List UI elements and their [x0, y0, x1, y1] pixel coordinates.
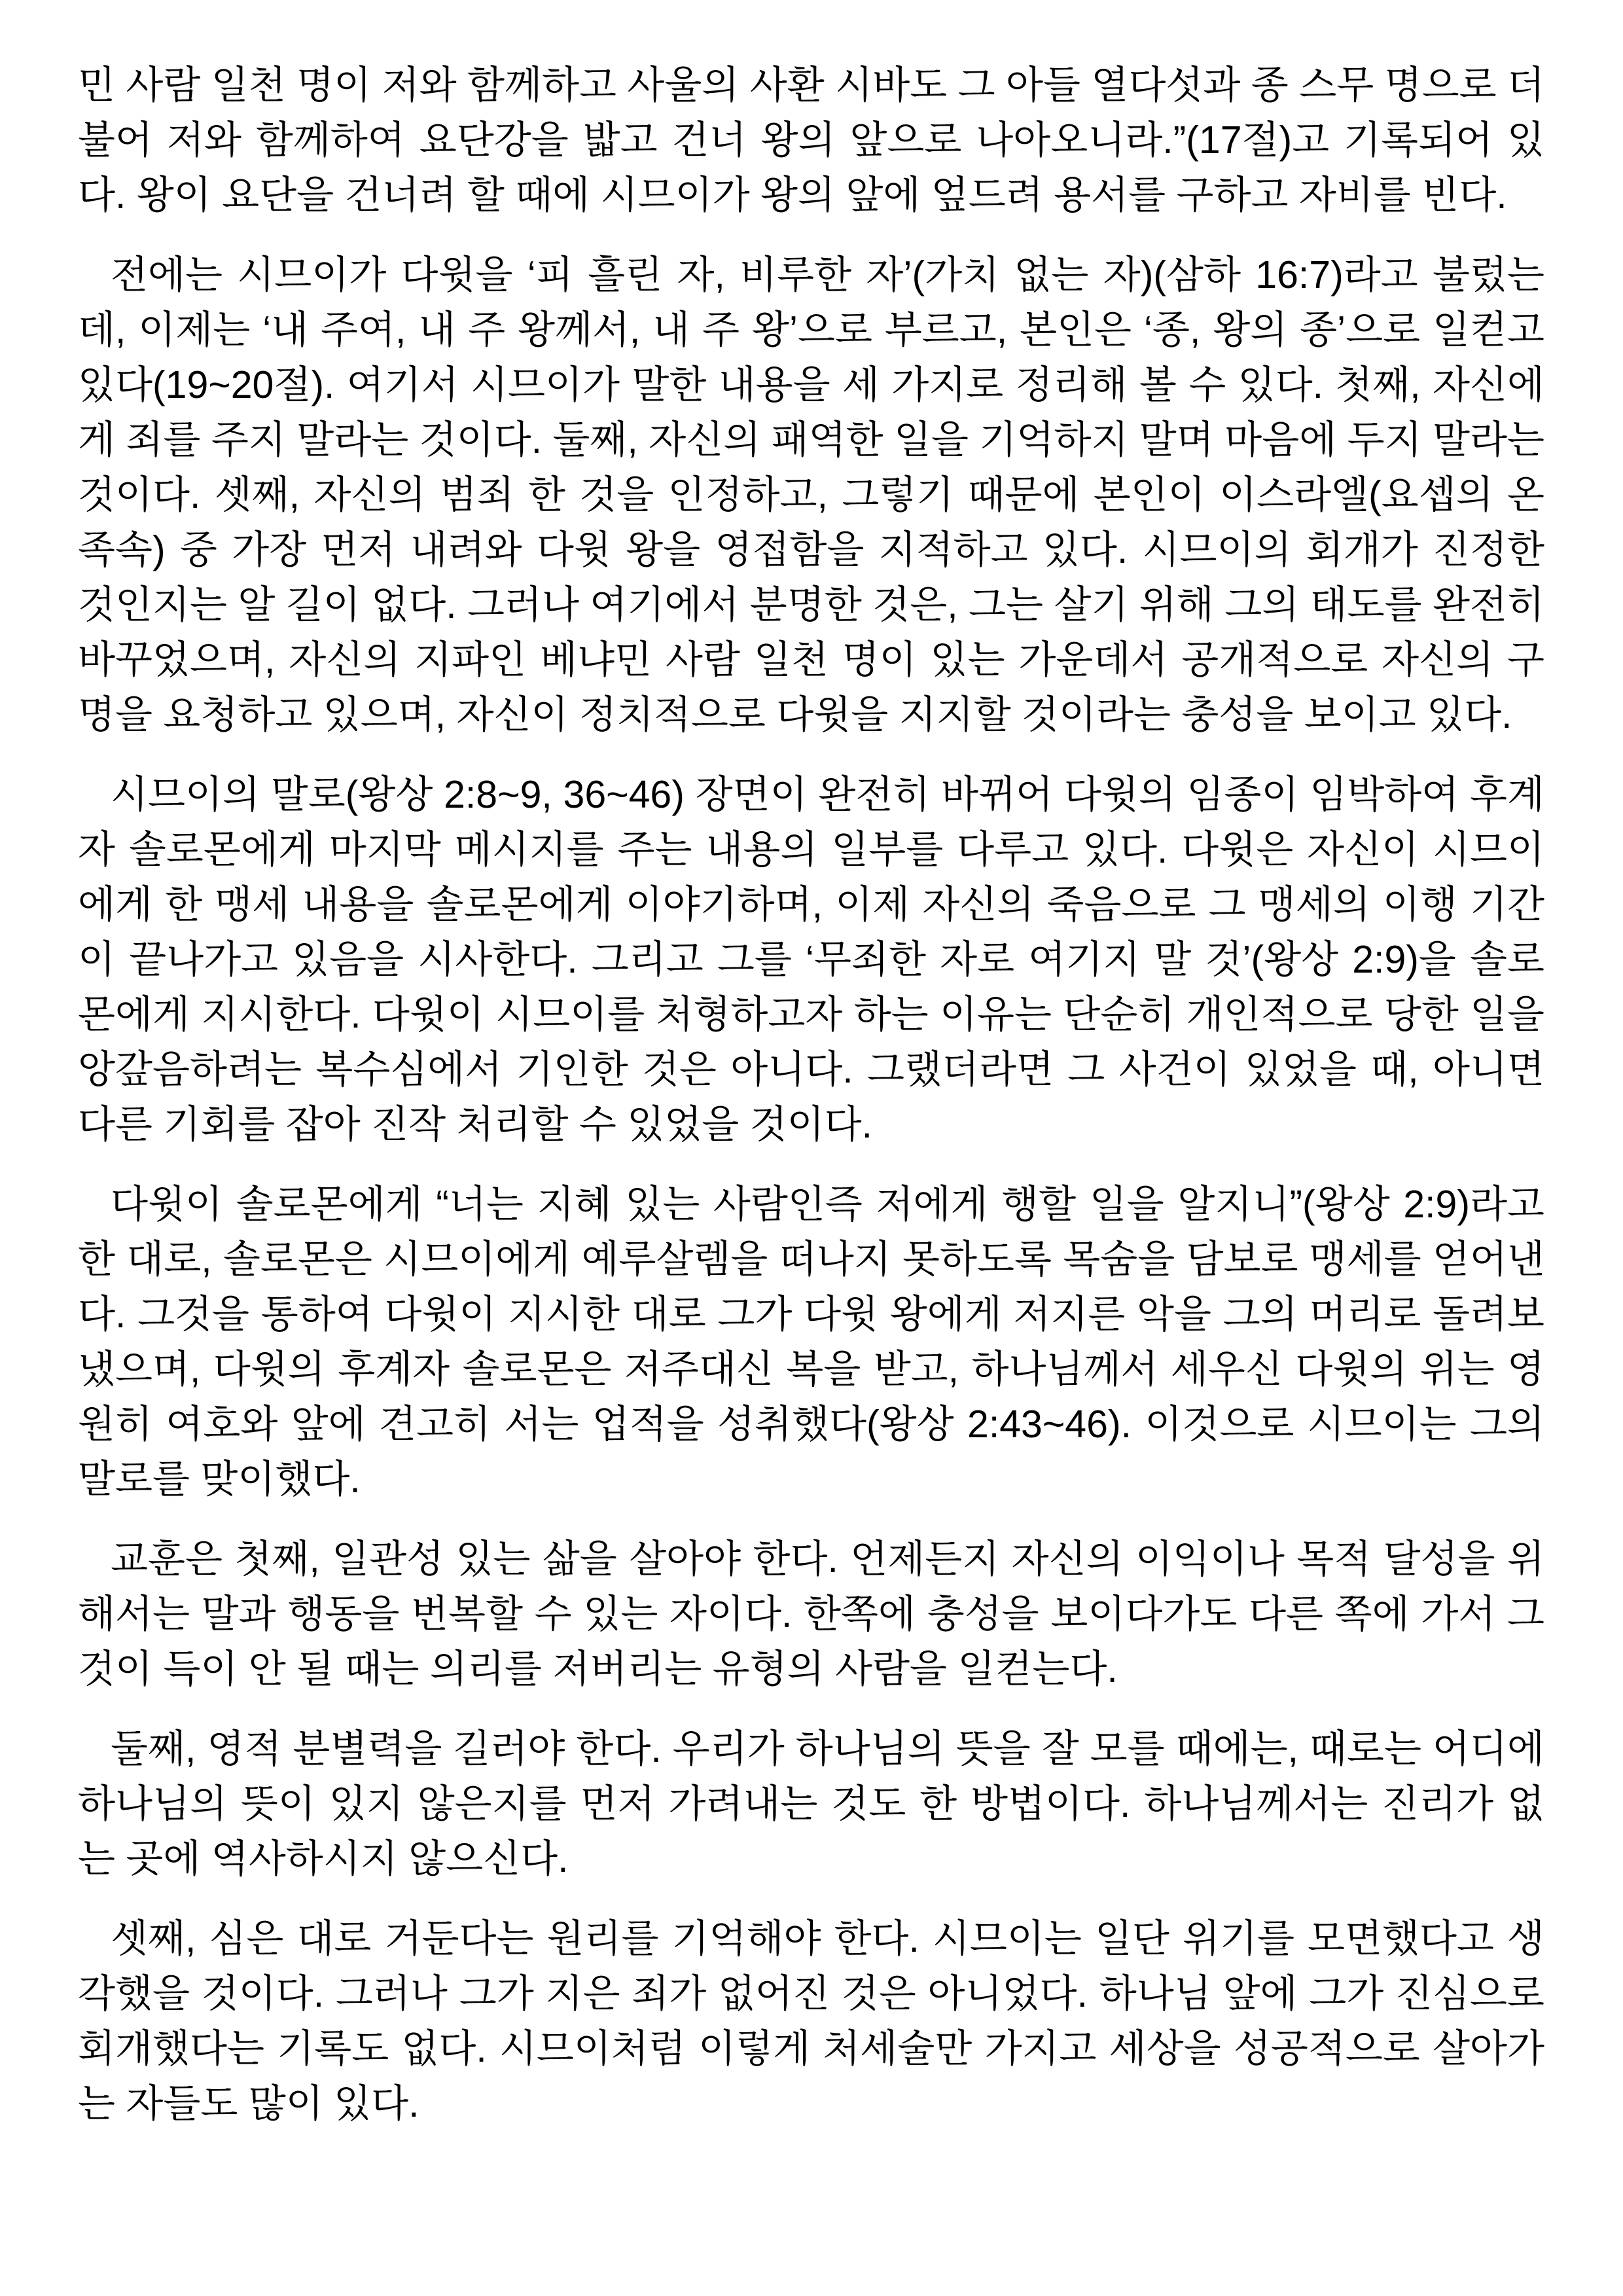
paragraph-lesson-first: 교훈은 첫째, 일관성 있는 삶을 살아야 한다. 언제든지 자신의 이익이나 목적 달성을 위해서는 말과 행동을 번복할 수 있는 자이다. 한쪽에 충성을 보이다가도 다른 쪽에 가서 그것이 득이 안 될 때는 의리를 저버리는 유형의 사람을 일컫는다.: [78, 1537, 1544, 1691]
paragraph-continuation-2sam-19-17: 민 사람 일천 명이 저와 함께하고 사울의 사환 시바도 그 아들 열다섯과 종 스무 명으로 더불어 저와 함께하여 요단강을 밟고 건너 왕의 앞으로 나아오니라.”(17절)고 기록되어 있다. 왕이 요단을 건너려 할 때에 시므이가 왕의 앞에 엎드려 용서를 구하고 자비를 빈다.: [78, 63, 1544, 217]
paragraph-solomon-oath: 다윗이 솔로몬에게 “너는 지혜 있는 사람인즉 저에게 행할 일을 알지니”(왕상 2:9)라고 한 대로, 솔로몬은 시므이에게 예루살렘을 떠나지 못하도록 목숨을 담보로 맹세를 얻어낸다. 그것을 통하여 다윗이 지시한 대로 그가 다윗 왕에게 저지른 악을 그의 머리로 돌려보냈으며, 다윗의 후계자 솔로몬은 저주대신 복을 받고, 하나님께서 세우신 다윗의 위는 영원히 여호와 앞에 견고히 서는 업적을 성취했다(왕상 2:43~46). 이것으로 시므이는 그의 말로를 맞이했다.: [78, 1183, 1544, 1501]
paragraph-lesson-third: 셋째, 심은 대로 거둔다는 원리를 기억해야 한다. 시므이는 일단 위기를 모면했다고 생각했을 것이다. 그러나 그가 지은 죄가 없어진 것은 아니었다. 하나님 앞에 그가 진심으로 회개했다는 기록도 없다. 시므이처럼 이렇게 처세술만 가지고 세상을 성공적으로 살아가는 자들도 많이 있다.: [78, 1917, 1544, 2125]
paragraph-shimei-words: 전에는 시므이가 다윗을 ‘피 흘린 자, 비루한 자’(가치 없는 자)(삼하 16:7)라고 불렀는데, 이제는 ‘내 주여, 내 주 왕께서, 내 주 왕’으로 부르고, 본인은 ‘종, 왕의 종’으로 일컫고 있다(19~20절). 여기서 시므이가 말한 내용을 세 가지로 정리해 볼 수 있다. 첫째, 자신에게 죄를 주지 말라는 것이다. 둘째, 자신의 패역한 일을 기억하지 말며 마음에 두지 말라는 것이다. 셋째, 자신의 범죄 한 것을 인정하고, 그렇기 때문에 본인이 이스라엘(요셉의 온 족속) 중 가장 먼저 내려와 다윗 왕을 영접함을 지적하고 있다. 시므이의 회개가 진정한 것인지는 알 길이 없다. 그러나 여기에서 분명한 것은, 그는 살기 위해 그의 태도를 완전히 바꾸었으며, 자신의 지파인 베냐민 사람 일천 명이 있는 가운데서 공개적으로 자신의 구명을 요청하고 있으며, 자신이 정치적으로 다윗을 지지할 것이라는 충성을 보이고 있다.: [78, 253, 1545, 736]
paragraph-shimei-end-1kings: 시므이의 말로(왕상 2:8~9, 36~46) 장면이 완전히 바뀌어 다윗의 임종이 임박하여 후계자 솔로몬에게 마지막 메시지를 주는 내용의 일부를 다루고 있다. 다윗은 자신이 시므이에게 한 맹세 내용을 솔로몬에게 이야기하며, 이제 자신의 죽음으로 그 맹세의 이행 기간이 끝나가고 있음을 시사한다. 그리고 그를 ‘무죄한 자로 여기지 말 것’(왕상 2:9)을 솔로몬에게 지시한다. 다윗이 시므이를 처형하고자 하는 이유는 단순히 개인적으로 당한 일을 앙갚음하려는 복수심에서 기인한 것은 아니다. 그랬더라면 그 사건이 있었을 때, 아니면 다른 기회를 잡아 진작 처리할 수 있었을 것이다.: [78, 773, 1544, 1146]
paragraph-lesson-second: 둘째, 영적 분별력을 길러야 한다. 우리가 하나님의 뜻을 잘 모를 때에는, 때로는 어디에 하나님의 뜻이 있지 않은지를 먼저 가려내는 것도 한 방법이다. 하나님께서는 진리가 없는 곳에 역사하시지 않으신다.: [78, 1727, 1544, 1880]
